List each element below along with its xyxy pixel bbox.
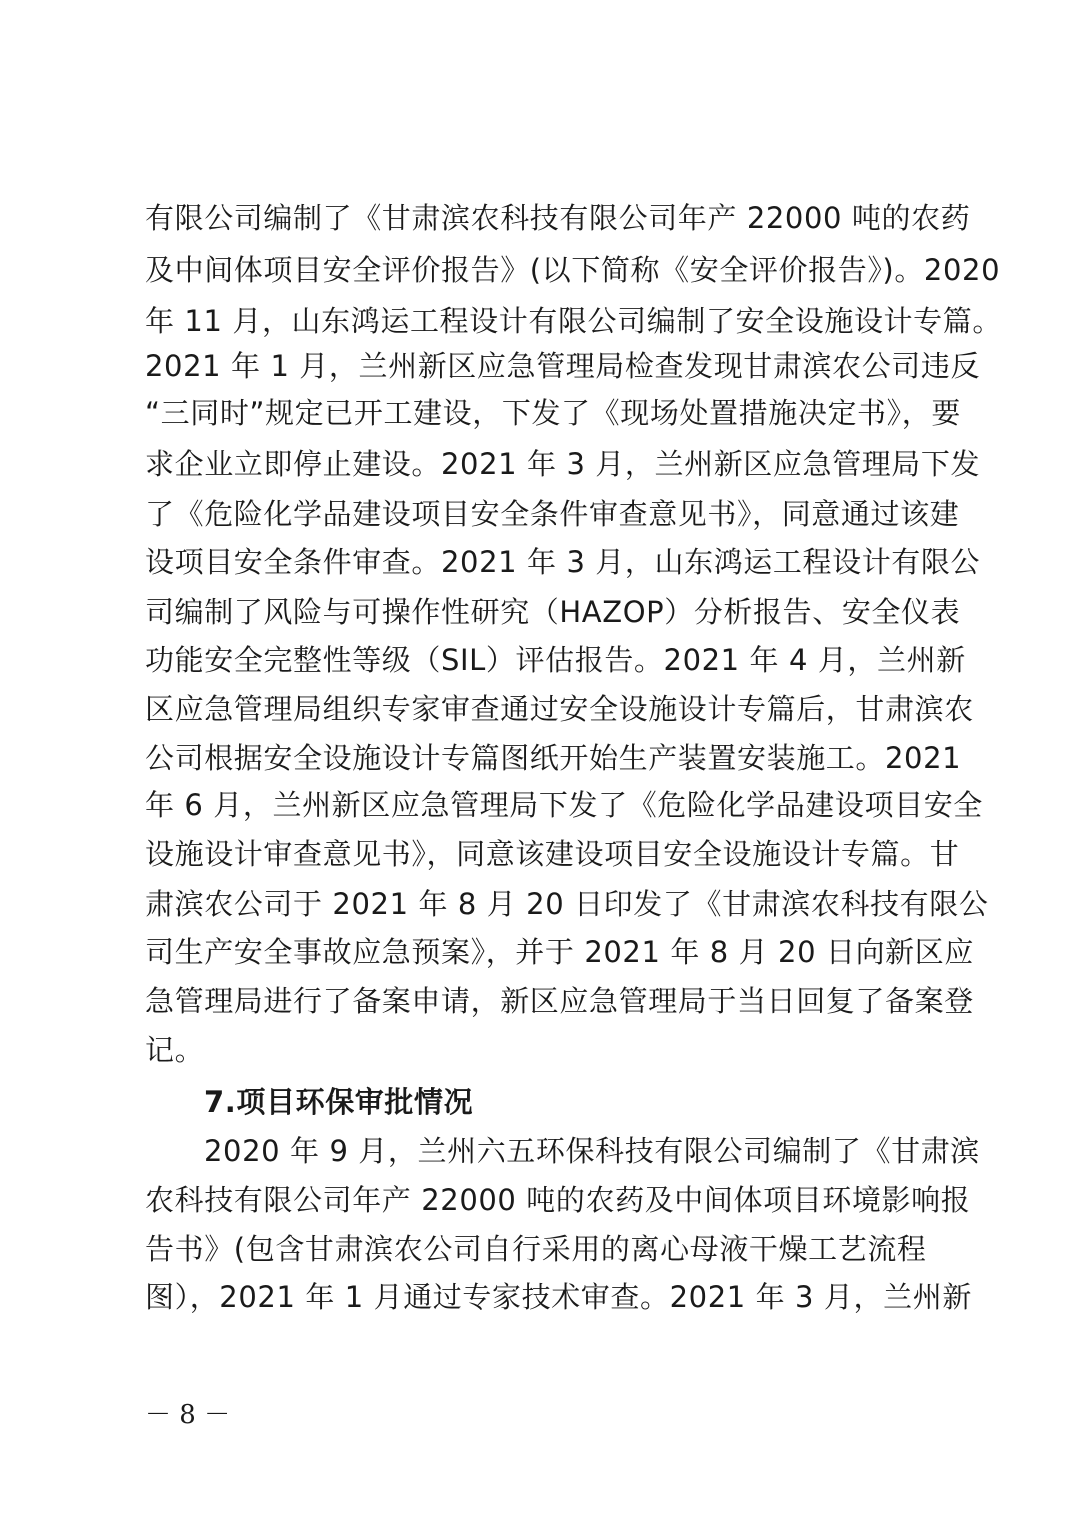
body-text-line: 肃滨农公司于 2021 年 8 月 20 日印发了《甘肃滨农科技有限公: [145, 887, 989, 921]
body-text-line: 求企业立即停止建设。2021 年 3 月，兰州新区应急管理局下发: [145, 447, 981, 481]
body-text-line: 设项目安全条件审查。2021 年 3 月，山东鸿运工程设计有限公: [145, 545, 981, 579]
body-text-line: 2020 年 9 月，兰州六五环保科技有限公司编制了《甘肃滨: [204, 1134, 980, 1168]
body-text-line: 农科技有限公司年产 22000 吨的农药及中间体项目环境影响报: [145, 1183, 971, 1217]
body-text-line: 年 6 月，兰州新区应急管理局下发了《危险化学品建设项目安全: [145, 788, 983, 822]
body-text-line: 区应急管理局组织专家审查通过安全设施设计专篇后，甘肃滨农: [145, 692, 974, 726]
body-text-line: 功能安全完整性等级（SIL）评估报告。2021 年 4 月，兰州新: [145, 643, 966, 677]
body-text-line: 告书》(包含甘肃滨农公司自行采用的离心母液干燥工艺流程: [145, 1232, 927, 1266]
body-text-line: 了《危险化学品建设项目安全条件审查意见书》，同意通过该建: [145, 497, 960, 531]
body-text-line: 急管理局进行了备案申请，新区应急管理局于当日回复了备案登: [145, 984, 974, 1018]
body-text-line: “三同时”规定已开工建设，下发了《现场处置措施决定书》，要: [145, 396, 961, 430]
body-text-line: 有限公司编制了《甘肃滨农科技有限公司年产 22000 吨的农药: [145, 201, 971, 235]
body-text-line: 司编制了风险与可操作性研究（HAZOP）分析报告、安全仪表: [145, 595, 961, 629]
body-text-line: 年 11 月，山东鸿运工程设计有限公司编制了安全设施设计专篇。: [145, 304, 1002, 338]
page-number: － 8 －: [145, 1400, 231, 1430]
body-text-line: 2021 年 1 月，兰州新区应急管理局检查发现甘肃滨农公司违反: [145, 349, 981, 383]
body-text-line: 司生产安全事故应急预案》，并于 2021 年 8 月 20 日向新区应: [145, 935, 974, 969]
body-text-line: 记。: [145, 1033, 205, 1067]
body-text-line: 及中间体项目安全评价报告》(以下简称《安全评价报告》)。2020: [145, 253, 1001, 287]
body-text-line: 公司根据安全设施设计专篇图纸开始生产装置安装施工。2021: [145, 741, 962, 775]
section-heading: 7.项目环保审批情况: [204, 1085, 474, 1119]
body-text-line: 图），2021 年 1 月通过专家技术审查。2021 年 3 月，兰州新: [145, 1280, 972, 1314]
body-text-line: 设施设计审查意见书》，同意该建设项目安全设施设计专篇。甘: [145, 837, 960, 871]
